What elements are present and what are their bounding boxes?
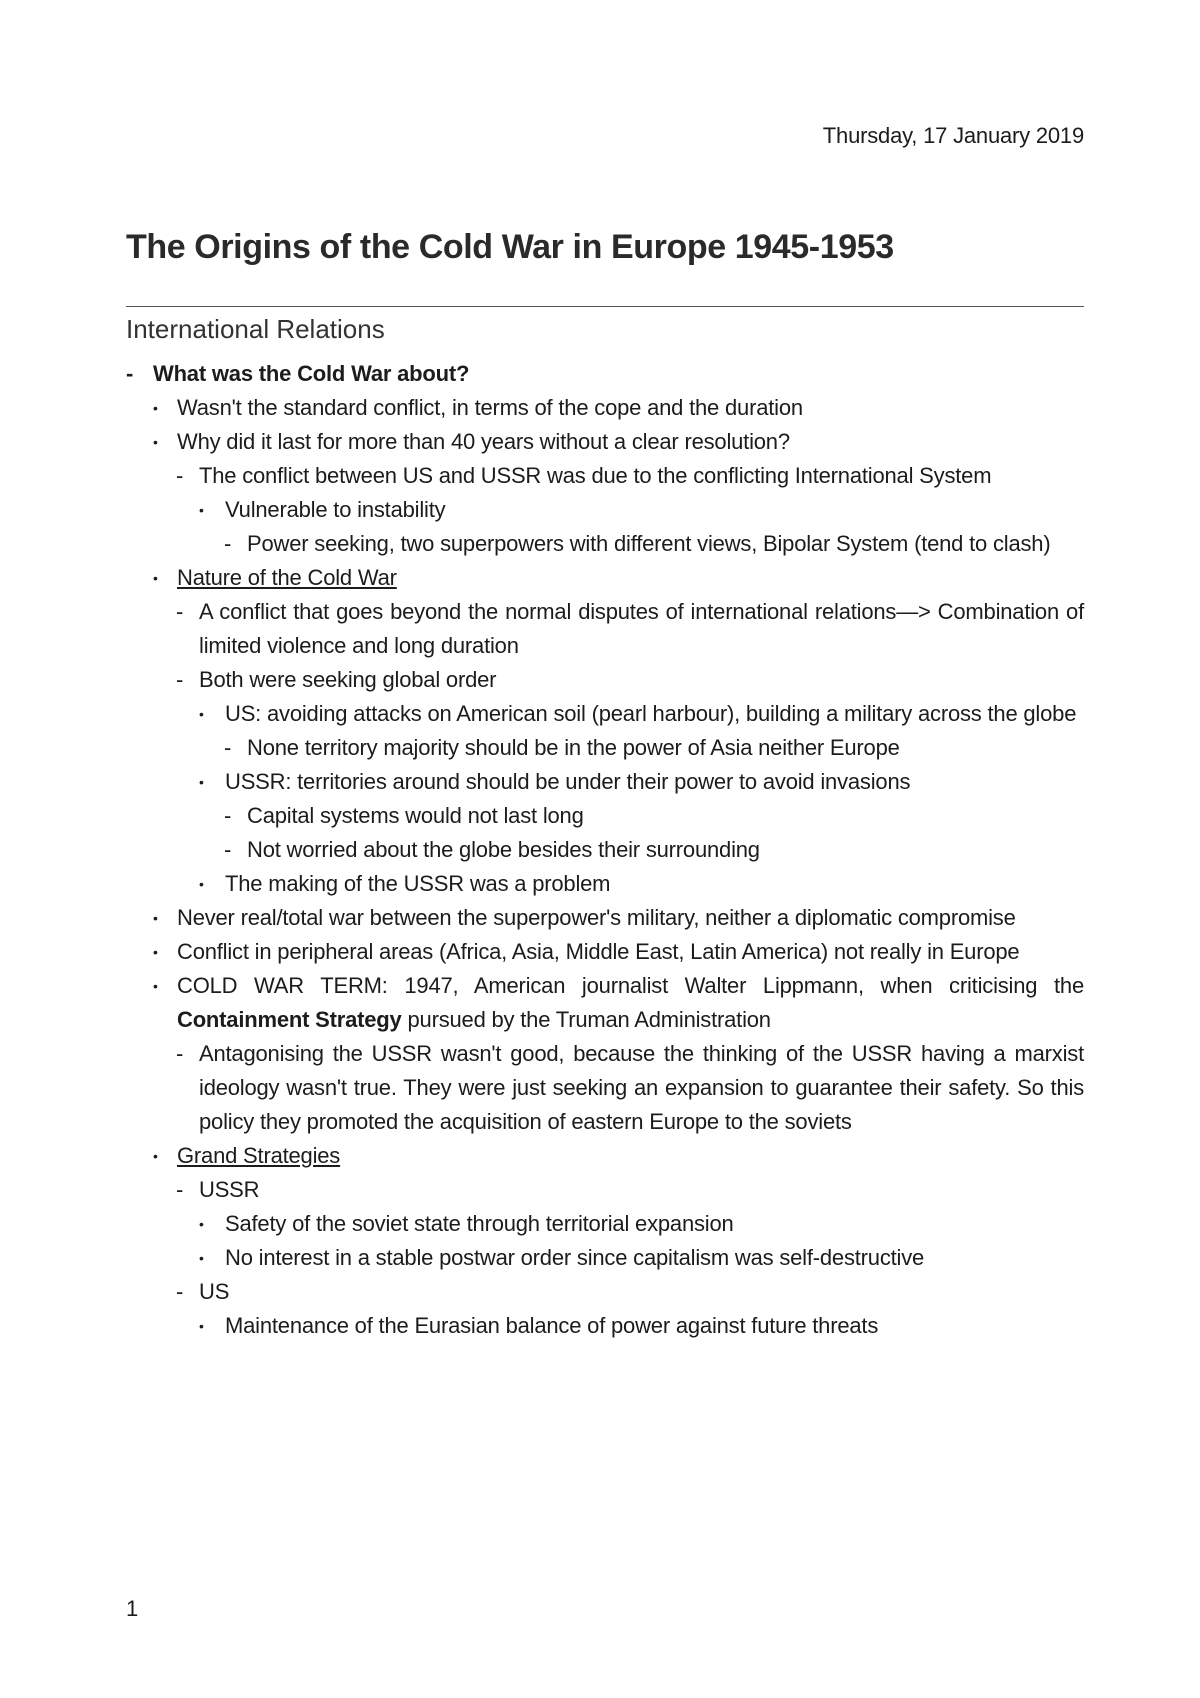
outline-item [126, 697, 1084, 731]
bullet-marker: • [153, 400, 158, 416]
outline-item [126, 1037, 1084, 1139]
page-number: 1 [126, 1596, 139, 1621]
item-text: Capital systems would not last long [247, 803, 584, 828]
outline-item [126, 833, 1084, 867]
outline-item [126, 1173, 1084, 1207]
item-text: Not worried about the globe besides their surrounding [247, 837, 760, 862]
item-text: A conflict that goes beyond the normal disputes of international relations—> Combination of limited violence and long duration [199, 599, 1084, 658]
outline-item [126, 1275, 1084, 1309]
bullet-marker: • [153, 978, 158, 994]
outline-item [126, 799, 1084, 833]
outline-item [126, 969, 1084, 1037]
item-text: Nature of the Cold War [177, 565, 397, 590]
bullet-marker: • [153, 910, 158, 926]
item-text: The making of the USSR was a problem [225, 871, 611, 896]
outline-item [126, 1207, 1084, 1241]
outline-item [126, 357, 1084, 391]
item-text: COLD WAR TERM: 1947, American journalist Walter Lippmann, when criticising the [177, 973, 1084, 998]
question-text: What was the Cold War about? [153, 361, 470, 386]
outline-item [126, 425, 1084, 459]
dash-marker: - [224, 735, 232, 760]
dash-marker: - [126, 361, 134, 386]
item-text: USSR: territories around should be under their power to avoid invasions [225, 769, 911, 794]
notes-outline [126, 357, 1084, 1343]
bullet-marker: • [199, 1216, 204, 1232]
outline-item [126, 1309, 1084, 1343]
item-text: Maintenance of the Eurasian balance of power against future threats [225, 1313, 879, 1338]
dash-marker: - [224, 803, 232, 828]
outline-item [126, 867, 1084, 901]
item-text: Power seeking, two superpowers with different views, Bipolar System (tend to clash) [247, 531, 1051, 556]
item-text: Conflict in peripheral areas (Africa, Asia, Middle East, Latin America) not really in Europe [177, 939, 1020, 964]
dash-marker: - [176, 463, 184, 488]
dash-marker: - [176, 1177, 184, 1202]
dash-marker: - [176, 1279, 184, 1304]
bullet-marker: • [153, 434, 158, 450]
outline-item [126, 935, 1084, 969]
item-text: US [199, 1279, 230, 1304]
bullet-marker: • [199, 1250, 204, 1266]
date-header: Thursday, 17 January 2019 [822, 123, 1084, 148]
bullet-marker: • [153, 570, 158, 586]
bullet-marker: • [199, 774, 204, 790]
outline-item [126, 1139, 1084, 1173]
outline-item [126, 731, 1084, 765]
dash-marker: - [176, 667, 184, 692]
outline-item [126, 1241, 1084, 1275]
item-text: Why did it last for more than 40 years without a clear resolution? [177, 429, 790, 454]
item-text: Antagonising the USSR wasn't good, because the thinking of the USSR having a marxist ideology wasn't true. They were just seeking an expansion to guarantee their safety. So this policy they promoted the acquisition of eastern Europe to the soviets [199, 1041, 1084, 1134]
bullet-marker: • [153, 1148, 158, 1164]
bullet-marker: • [153, 944, 158, 960]
dash-marker: - [176, 1041, 184, 1066]
outline-item [126, 391, 1084, 425]
dash-marker: - [224, 531, 232, 556]
bullet-marker: • [199, 876, 204, 892]
item-text: Safety of the soviet state through territorial expansion [225, 1211, 734, 1236]
item-text: US: avoiding attacks on American soil (pearl harbour), building a military across the globe [225, 701, 1077, 726]
item-text: The conflict between US and USSR was due to the conflicting International System [199, 463, 992, 488]
document-title: The Origins of the Cold War in Europe 1945-1953 [126, 228, 894, 266]
outline-item [126, 901, 1084, 935]
title-rule [126, 306, 1084, 307]
outline-item [126, 561, 1084, 595]
dash-marker: - [224, 837, 232, 862]
bullet-marker: • [199, 706, 204, 722]
outline-item [126, 459, 1084, 493]
item-text: Vulnerable to instability [225, 497, 446, 522]
item-text: Grand Strategies [177, 1143, 341, 1168]
item-text: Never real/total war between the superpower's military, neither a diplomatic compromise [177, 905, 1016, 930]
bullet-marker: • [199, 502, 204, 518]
item-text: No interest in a stable postwar order since capitalism was self-destructive [225, 1245, 925, 1270]
outline-item [126, 493, 1084, 527]
item-text: None territory majority should be in the power of Asia neither Europe [247, 735, 900, 760]
outline-item [126, 527, 1084, 561]
item-text: Both were seeking global order [199, 667, 497, 692]
item-text: pursued by the Truman Administration [401, 1007, 771, 1032]
outline-item [126, 765, 1084, 799]
outline-item [126, 595, 1084, 663]
dash-marker: - [176, 599, 184, 624]
outline-item [126, 663, 1084, 697]
item-text: USSR [199, 1177, 260, 1202]
item-text: Wasn't the standard conflict, in terms of the cope and the duration [177, 395, 803, 420]
bullet-marker: • [199, 1318, 204, 1334]
item-text-bold: Containment Strategy [177, 1007, 402, 1032]
section-heading: International Relations [126, 314, 385, 344]
